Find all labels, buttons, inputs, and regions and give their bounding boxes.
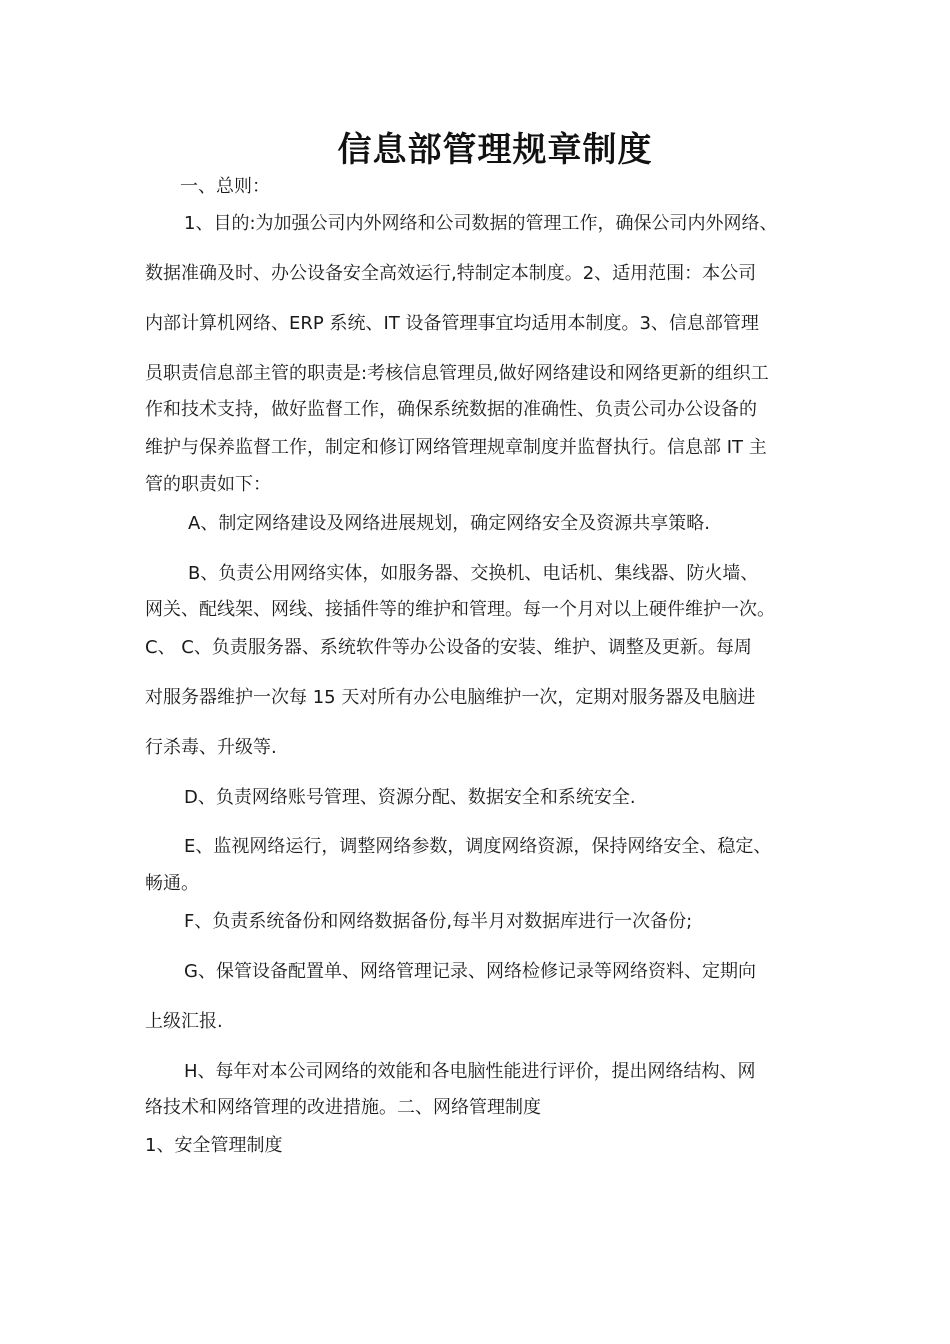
paragraph-line: 管的职责如下： <box>145 474 271 495</box>
subsection-heading-security: 1、安全管理制度 <box>145 1135 283 1156</box>
list-item-e-cont: 畅通。 <box>145 873 199 894</box>
list-item-f: F、负责系统备份和网络数据备份,每半月对数据库进行一次备份; <box>184 911 693 932</box>
section-heading-general: 一、总则： <box>180 176 270 197</box>
list-item-b-cont: 网关、配线架、网线、接插件等的维护和管理。每一个月对以上硬件维护一次。 <box>145 599 775 620</box>
paragraph-line: 作和技术支持，做好监督工作，确保系统数据的准确性、负责公司办公设备的 <box>145 399 757 420</box>
list-item-c: C、 C、负责服务器、系统软件等办公设备的安装、维护、调整及更新。每周 <box>145 637 752 658</box>
paragraph-line: 维护与保养监督工作，制定和修订网络管理规章制度并监督执行。信息部 IT 主 <box>145 437 767 458</box>
paragraph-line: 员职责信息部主管的职责是:考核信息管理员,做好网络建设和网络更新的组织工 <box>145 363 769 384</box>
paragraph-line: 1、目的:为加强公司内外网络和公司数据的管理工作，确保公司内外网络、 <box>184 213 778 234</box>
list-item-e: E、监视网络运行，调整网络参数，调度网络资源，保持网络安全、稳定、 <box>184 836 772 857</box>
list-item-b: B、负责公用网络实体，如服务器、交换机、电话机、集线器、防火墙、 <box>188 563 759 584</box>
list-item-d: D、负责网络账号管理、资源分配、数据安全和系统安全. <box>184 787 636 808</box>
list-item-g: G、保管设备配置单、网络管理记录、网络检修记录等网络资料、定期向 <box>184 961 756 982</box>
list-item-a: A、制定网络建设及网络进展规划，确定网络安全及资源共享策略. <box>188 513 711 534</box>
document-title: 信息部管理规章制度 <box>337 130 653 170</box>
list-item-h-cont: 络技术和网络管理的改进措施。二、网络管理制度 <box>145 1097 541 1118</box>
paragraph-line: 内部计算机网络、ERP 系统、IT 设备管理事宜均适用本制度。3、信息部管理 <box>145 313 759 334</box>
list-item-h: H、每年对本公司网络的效能和各电脑性能进行评价，提出网络结构、网 <box>184 1061 756 1082</box>
list-item-c-cont: 行杀毒、升级等. <box>145 737 277 758</box>
list-item-c-cont: 对服务器维护一次每 15 天对所有办公电脑维护一次，定期对服务器及电脑进 <box>145 687 756 708</box>
list-item-g-cont: 上级汇报. <box>145 1011 223 1032</box>
paragraph-line: 数据准确及时、办公设备安全高效运行,特制定本制度。2、适用范围：本公司 <box>145 263 757 284</box>
